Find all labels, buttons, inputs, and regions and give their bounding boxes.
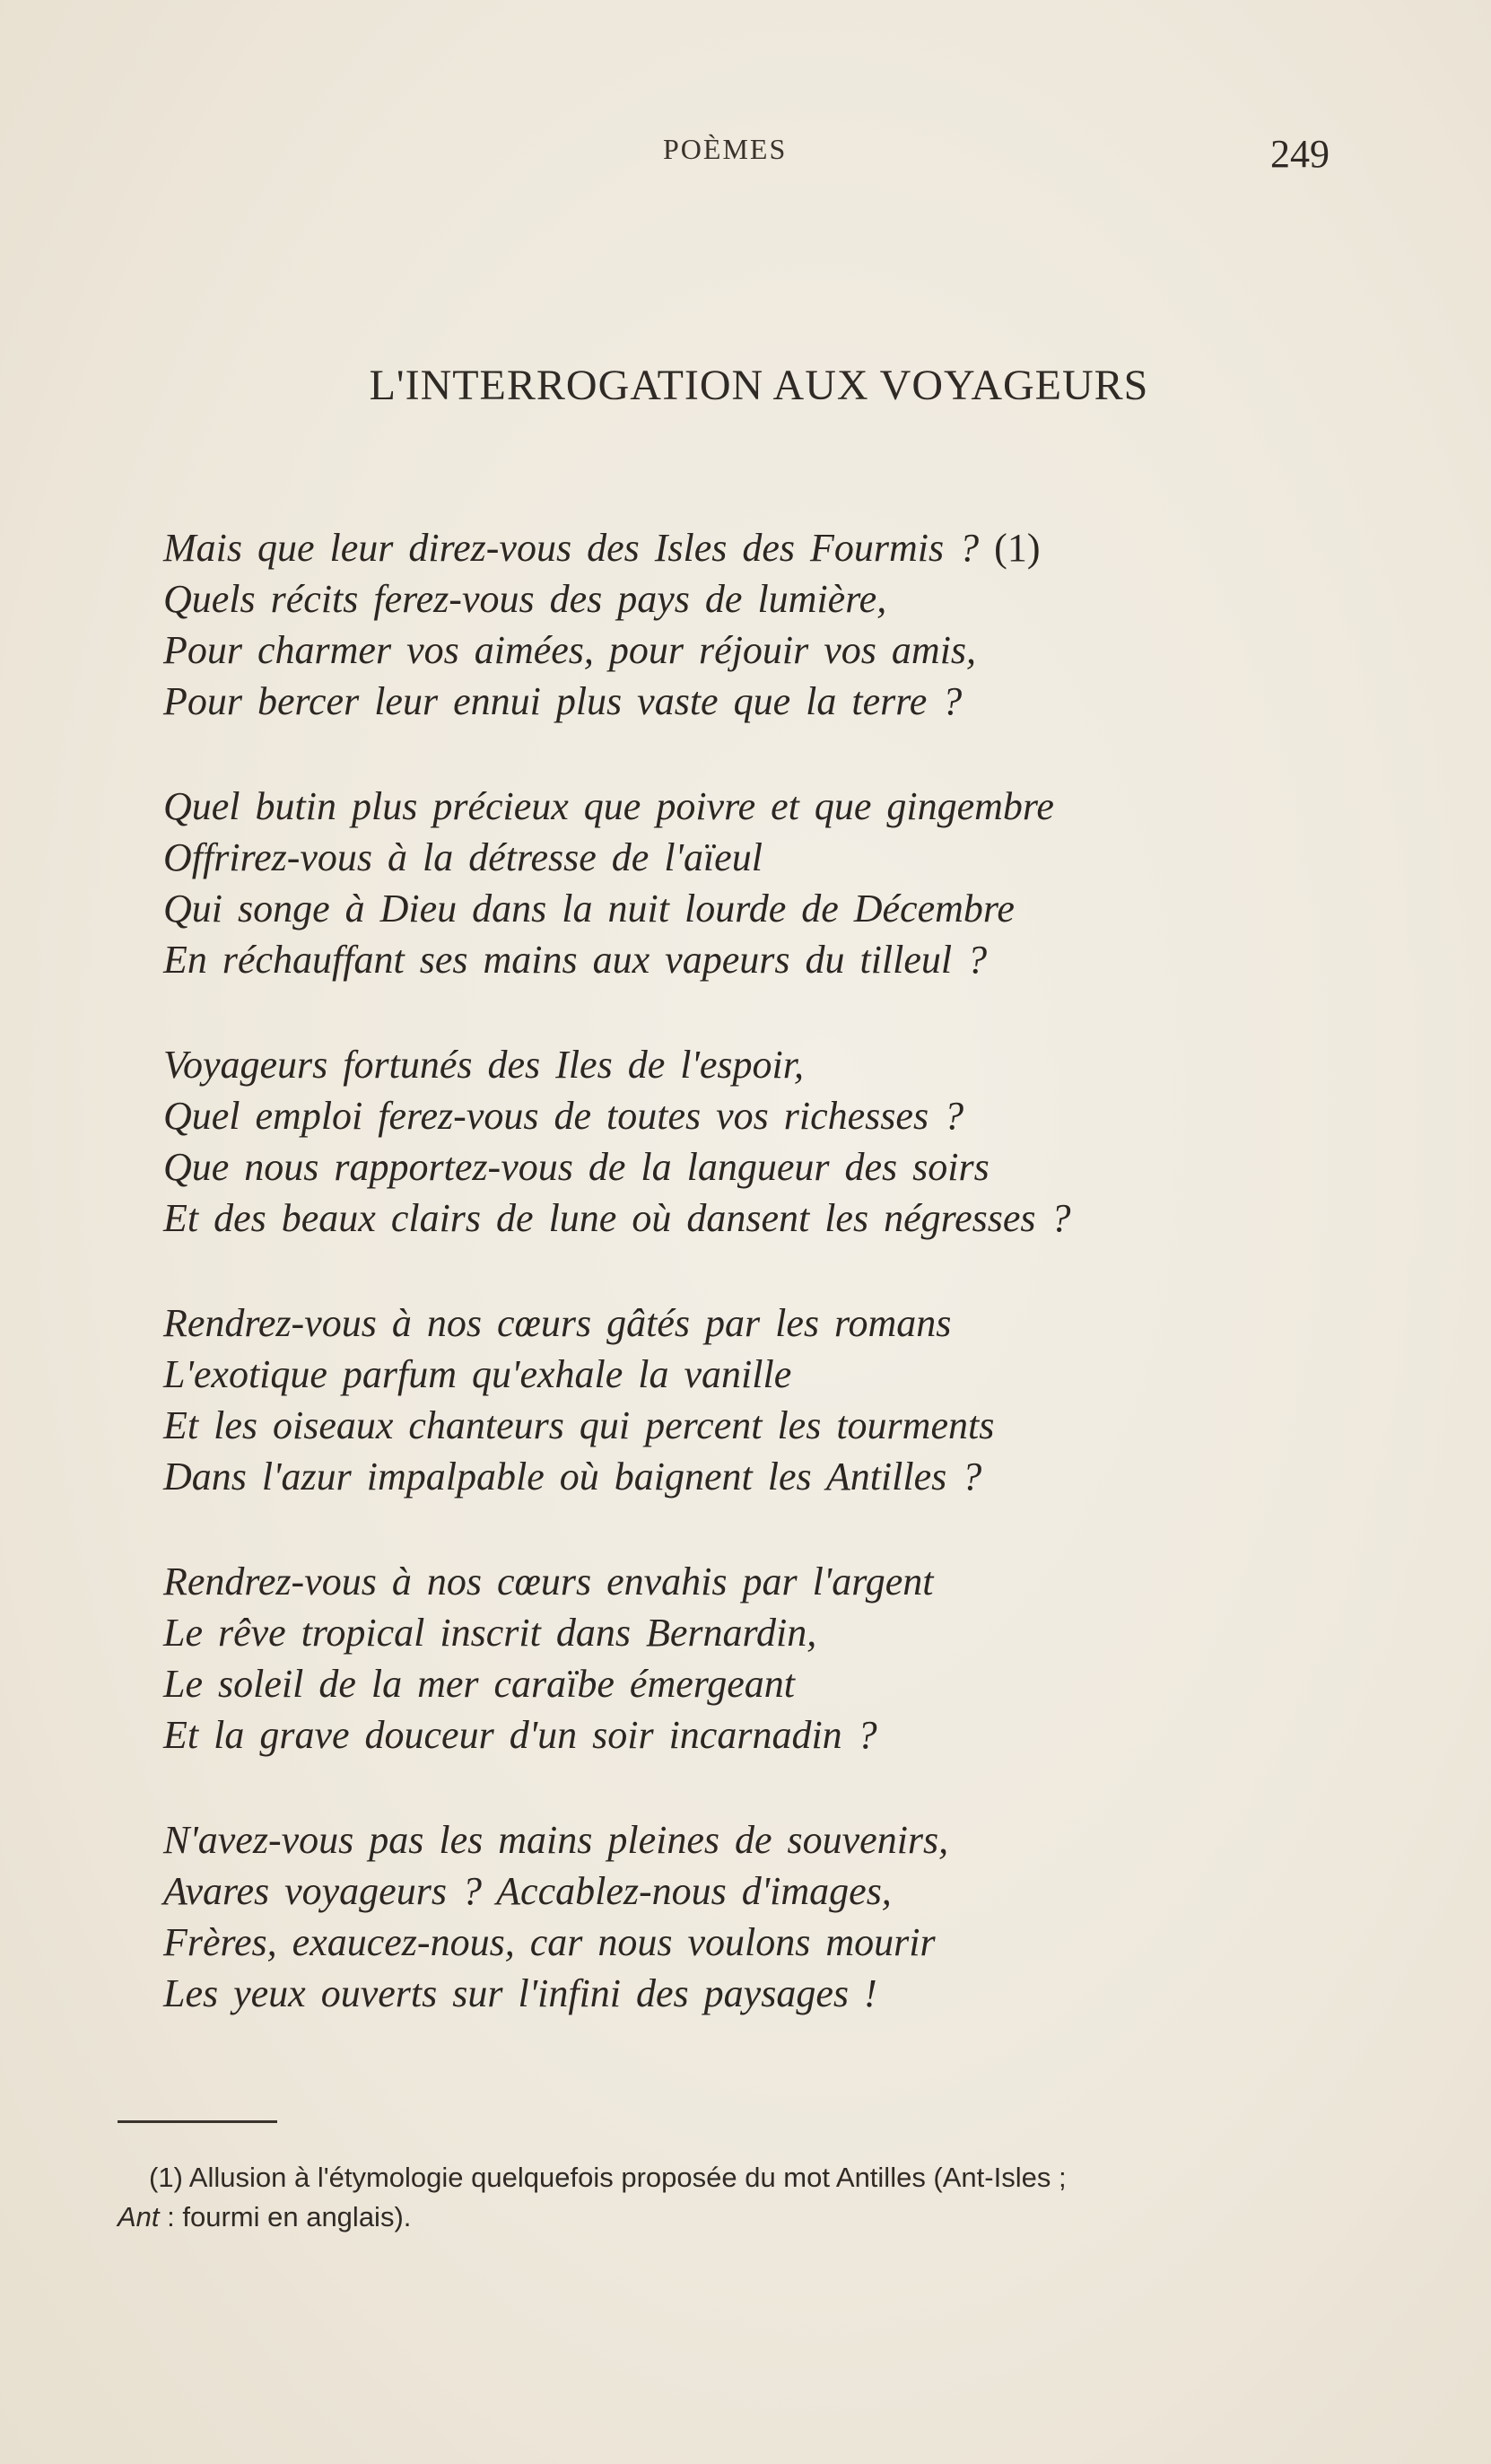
- stanza-4: [163, 1298, 1330, 1502]
- verse-line: Pour charmer vos aimées, pour réjouir vos amis,: [163, 628, 977, 672]
- verse-line: Le soleil de la mer caraïbe émergeant: [163, 1662, 795, 1706]
- footnote: [118, 2158, 1338, 2237]
- page-number: 249: [1270, 132, 1330, 176]
- poem-body: [163, 522, 1330, 2073]
- poem-title: L'INTERROGATION AUX VOYAGEURS: [369, 362, 1149, 409]
- verse-line: Voyageurs fortunés des Iles de l'espoir,: [163, 1043, 804, 1087]
- verse-line: Et la grave douceur d'un soir incarnadin ?: [163, 1713, 877, 1757]
- verse-line: Pour bercer leur ennui plus vaste que la terre ?: [163, 679, 963, 723]
- verse-line: N'avez-vous pas les mains pleines de souvenirs,: [163, 1818, 949, 1862]
- verse-line: En réchauffant ses mains aux vapeurs du tilleul ?: [163, 938, 988, 982]
- footnote-line: [118, 2198, 1338, 2237]
- verse-line: Et des beaux clairs de lune où dansent les négresses ?: [163, 1196, 1071, 1240]
- verse-line: Rendrez-vous à nos cœurs envahis par l'argent: [163, 1560, 934, 1603]
- verse-line: Quels récits ferez-vous des pays de lumière,: [163, 577, 887, 621]
- verse-line: Et les oiseaux chanteurs qui percent les tourments: [163, 1403, 995, 1447]
- footnote-line: (1) Allusion à l'étymologie quelquefois proposée du mot Antilles (Ant-Isles ;: [149, 2162, 1067, 2193]
- stanza-2: [163, 781, 1330, 985]
- footnote-reference: (1): [994, 526, 1041, 570]
- stanza-6: [163, 1814, 1330, 2019]
- verse-line: Avares voyageurs ? Accablez-nous d'images,: [163, 1869, 892, 1913]
- verse-line: Quel emploi ferez-vous de toutes vos richesses ?: [163, 1094, 964, 1138]
- verse-line: Offrirez-vous à la détresse de l'aïeul: [163, 835, 763, 879]
- running-head: [0, 132, 1491, 176]
- footnote-text: : fourmi en anglais).: [159, 2201, 412, 2232]
- verse-line: L'exotique parfum qu'exhale la vanille: [163, 1352, 792, 1396]
- stanza-3: [163, 1039, 1330, 1244]
- verse-line: Que nous rapportez-vous de la langueur des soirs: [163, 1145, 990, 1189]
- verse-line: Le rêve tropical inscrit dans Bernardin,: [163, 1611, 817, 1655]
- verse-line: Les yeux ouverts sur l'infini des paysages !: [163, 1971, 877, 2015]
- stanza-5: [163, 1556, 1330, 1761]
- verse-line: Qui songe à Dieu dans la nuit lourde de Décembre: [163, 887, 1015, 931]
- footnote-separator: [118, 2120, 277, 2123]
- footnote-italic-term: Ant: [118, 2201, 160, 2232]
- verse-line: [163, 522, 1330, 573]
- verse-text: Mais que leur direz-vous des Isles des Fourmis ?: [163, 526, 980, 570]
- verse-line: Dans l'azur impalpable où baignent les Antilles ?: [163, 1455, 982, 1498]
- verse-line: Rendrez-vous à nos cœurs gâtés par les romans: [163, 1301, 952, 1345]
- verse-line: Frères, exaucez-nous, car nous voulons mourir: [163, 1920, 936, 1964]
- stanza-1: [163, 522, 1330, 727]
- running-title: POÈMES: [663, 133, 788, 165]
- verse-line: Quel butin plus précieux que poivre et que gingembre: [163, 784, 1054, 828]
